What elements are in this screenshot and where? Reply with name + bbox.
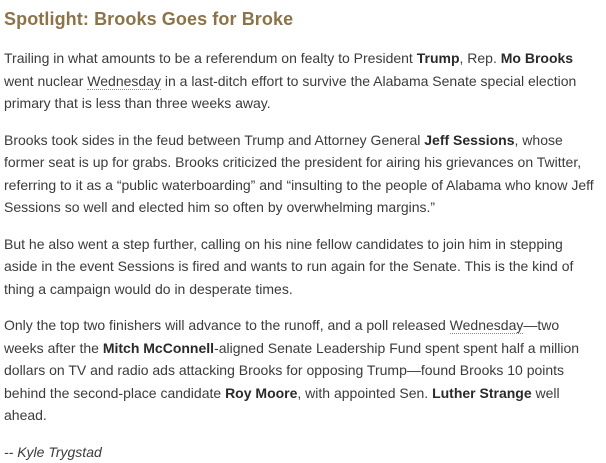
- p1-text-4: in a last-ditch effort to survive the Alabama Senate special election primary that is less than three weeks away.: [4, 73, 576, 112]
- article-byline: -- Kyle Trygstad: [4, 441, 600, 463]
- p4-text-2: —two weeks after the: [4, 317, 559, 356]
- date-wednesday: Wednesday: [87, 73, 161, 90]
- article-paragraph-3: But he also went a step further, calling on his nine fellow candidates to join him in stepping aside in the event Sessions is fired and wants to run again for the Senate. This is the kind of thing a campaign would do in desperate times.: [4, 233, 600, 301]
- p4-text-4: , with appointed Sen.: [297, 385, 432, 401]
- name-mo-brooks: Mo Brooks: [501, 50, 573, 66]
- p2-text-1: Brooks took sides in the feud between Trump and Attorney General: [4, 132, 424, 148]
- p2-text-2: , whose former seat is up for grabs. Brooks criticized the president for airing his grievances on Twitter, referring to it as a “public waterboarding” and “insulting to the people of Alabama who know Jeff Sessions so well and elected him so often by overwhelming margins.”: [4, 132, 594, 216]
- name-jeff-sessions: Jeff Sessions: [424, 132, 514, 148]
- p1-text-3: went nuclear: [4, 73, 87, 89]
- article-paragraph-4: [4, 314, 600, 427]
- name-luther-strange: Luther Strange: [432, 385, 532, 401]
- p4-text-5: well ahead.: [4, 385, 560, 424]
- p4-text-3: -aligned Senate Leadership Fund spent spent half a million dollars on TV and radio ads attacking Brooks for opposing Trump—found Brooks 10 points behind the second-place candidate: [4, 340, 579, 401]
- article-paragraph-2: [4, 129, 600, 219]
- date-wednesday-2: Wednesday: [450, 317, 524, 334]
- name-roy-moore: Roy Moore: [225, 385, 297, 401]
- name-mitch-mcconnell: Mitch McConnell: [103, 340, 214, 356]
- p1-text-1: Trailing in what amounts to be a referendum on fealty to President: [4, 50, 417, 66]
- name-trump: Trump: [417, 50, 460, 66]
- p4-text-1: Only the top two finishers will advance to the runoff, and a poll released: [4, 317, 450, 333]
- p1-text-2: , Rep.: [460, 50, 501, 66]
- article-headline: Spotlight: Brooks Goes for Broke: [4, 8, 600, 30]
- article-paragraph-1: [4, 47, 600, 115]
